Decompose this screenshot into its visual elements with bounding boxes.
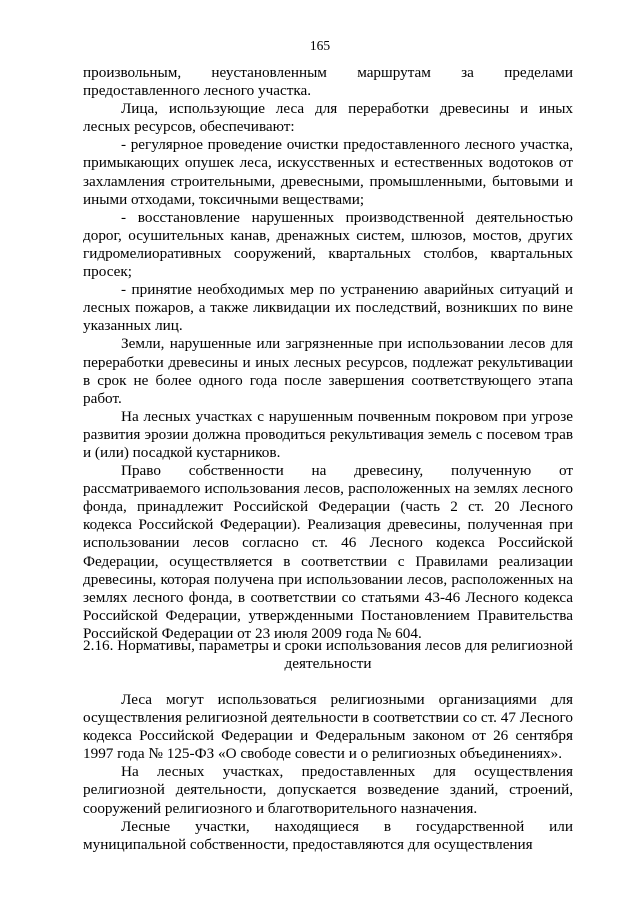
section-heading-line: 2.16. Нормативы, параметры и сроки использования лесов для религиозной bbox=[83, 637, 573, 654]
page-number: 165 bbox=[309, 38, 331, 53]
paragraph: Лесные участки, находящиеся в государственной или муниципальной собственности, предоставляются для осуществления bbox=[83, 817, 573, 853]
list-item: - регулярное проведение очистки предоставленного лесного участка, примыкающих опушек леса, искусственных и естественных водотоков от захламления строительными, древесными, промышленными, бытовыми и иными отходами, токсичными веществами; bbox=[83, 136, 573, 208]
list-item: - восстановление нарушенных производственной деятельностью дорог, осушительных канав, дренажных систем, шлюзов, мостов, других гидромелиоративных сооружений, квартальных столбов, квартальных просек; bbox=[83, 208, 573, 281]
paragraph: На лесных участках, предоставленных для осуществления религиозной деятельности, допускается возведение зданий, строений, сооружений религиозного и благотворительного назначения. bbox=[83, 763, 573, 817]
list-item: - принятие необходимых мер по устранению аварийных ситуаций и лесных пожаров, а также ликвидации их последствий, возникших по вине указанных лиц. bbox=[83, 281, 573, 335]
section-heading-line: деятельности bbox=[284, 655, 372, 673]
paragraph: Лица, использующие леса для переработки древесины и иных лесных ресурсов, обеспечивают: bbox=[83, 100, 573, 136]
paragraph: произвольным, неустановленным маршрутам за пределами предоставленного лесного участка. bbox=[83, 64, 573, 100]
text-block-main bbox=[83, 64, 573, 643]
text-block-section bbox=[83, 691, 573, 854]
section-heading bbox=[83, 637, 573, 673]
paragraph: На лесных участках с нарушенным почвенным покровом при угрозе развития эрозии должна проводиться рекультивация земель с посевом трав и (или) посадкой кустарников. bbox=[83, 407, 573, 461]
paragraph: Земли, нарушенные или загрязненные при использовании лесов для переработки древесины и иных лесных ресурсов, подлежат рекультивации в срок не более одного года после завершения соответствующего этапа работ. bbox=[83, 335, 573, 407]
paragraph: Право собственности на древесину, полученную от рассматриваемого использования лесов, расположенных на землях лесного фонда, принадлежит Российской Федерации (часть 2 ст. 20 Лесного кодекса Российской Федерации). Реализация древесины, полученная при использовании лесов согласно ст. 46 Лесного кодекса Российской Федерации, осуществляется в соответствии с Правилами реализации древесины, которая получена при использовании лесов, расположенных на землях лесного фонда, в соответствии со статьями 43-46 Лесного кодекса Российской Федерации, утвержденными Постановлением Правительства Российской Федерации от 23 июля 2009 года № 604. bbox=[83, 462, 573, 642]
paragraph: Леса могут использоваться религиозными организациями для осуществления религиозной деятельности в соответствии со ст. 47 Лесного кодекса Российской Федерации и Федеральным законом от 26 сентября 1997 года № 125-ФЗ «О свободе совести и о религиозных объединениях». bbox=[83, 691, 573, 763]
